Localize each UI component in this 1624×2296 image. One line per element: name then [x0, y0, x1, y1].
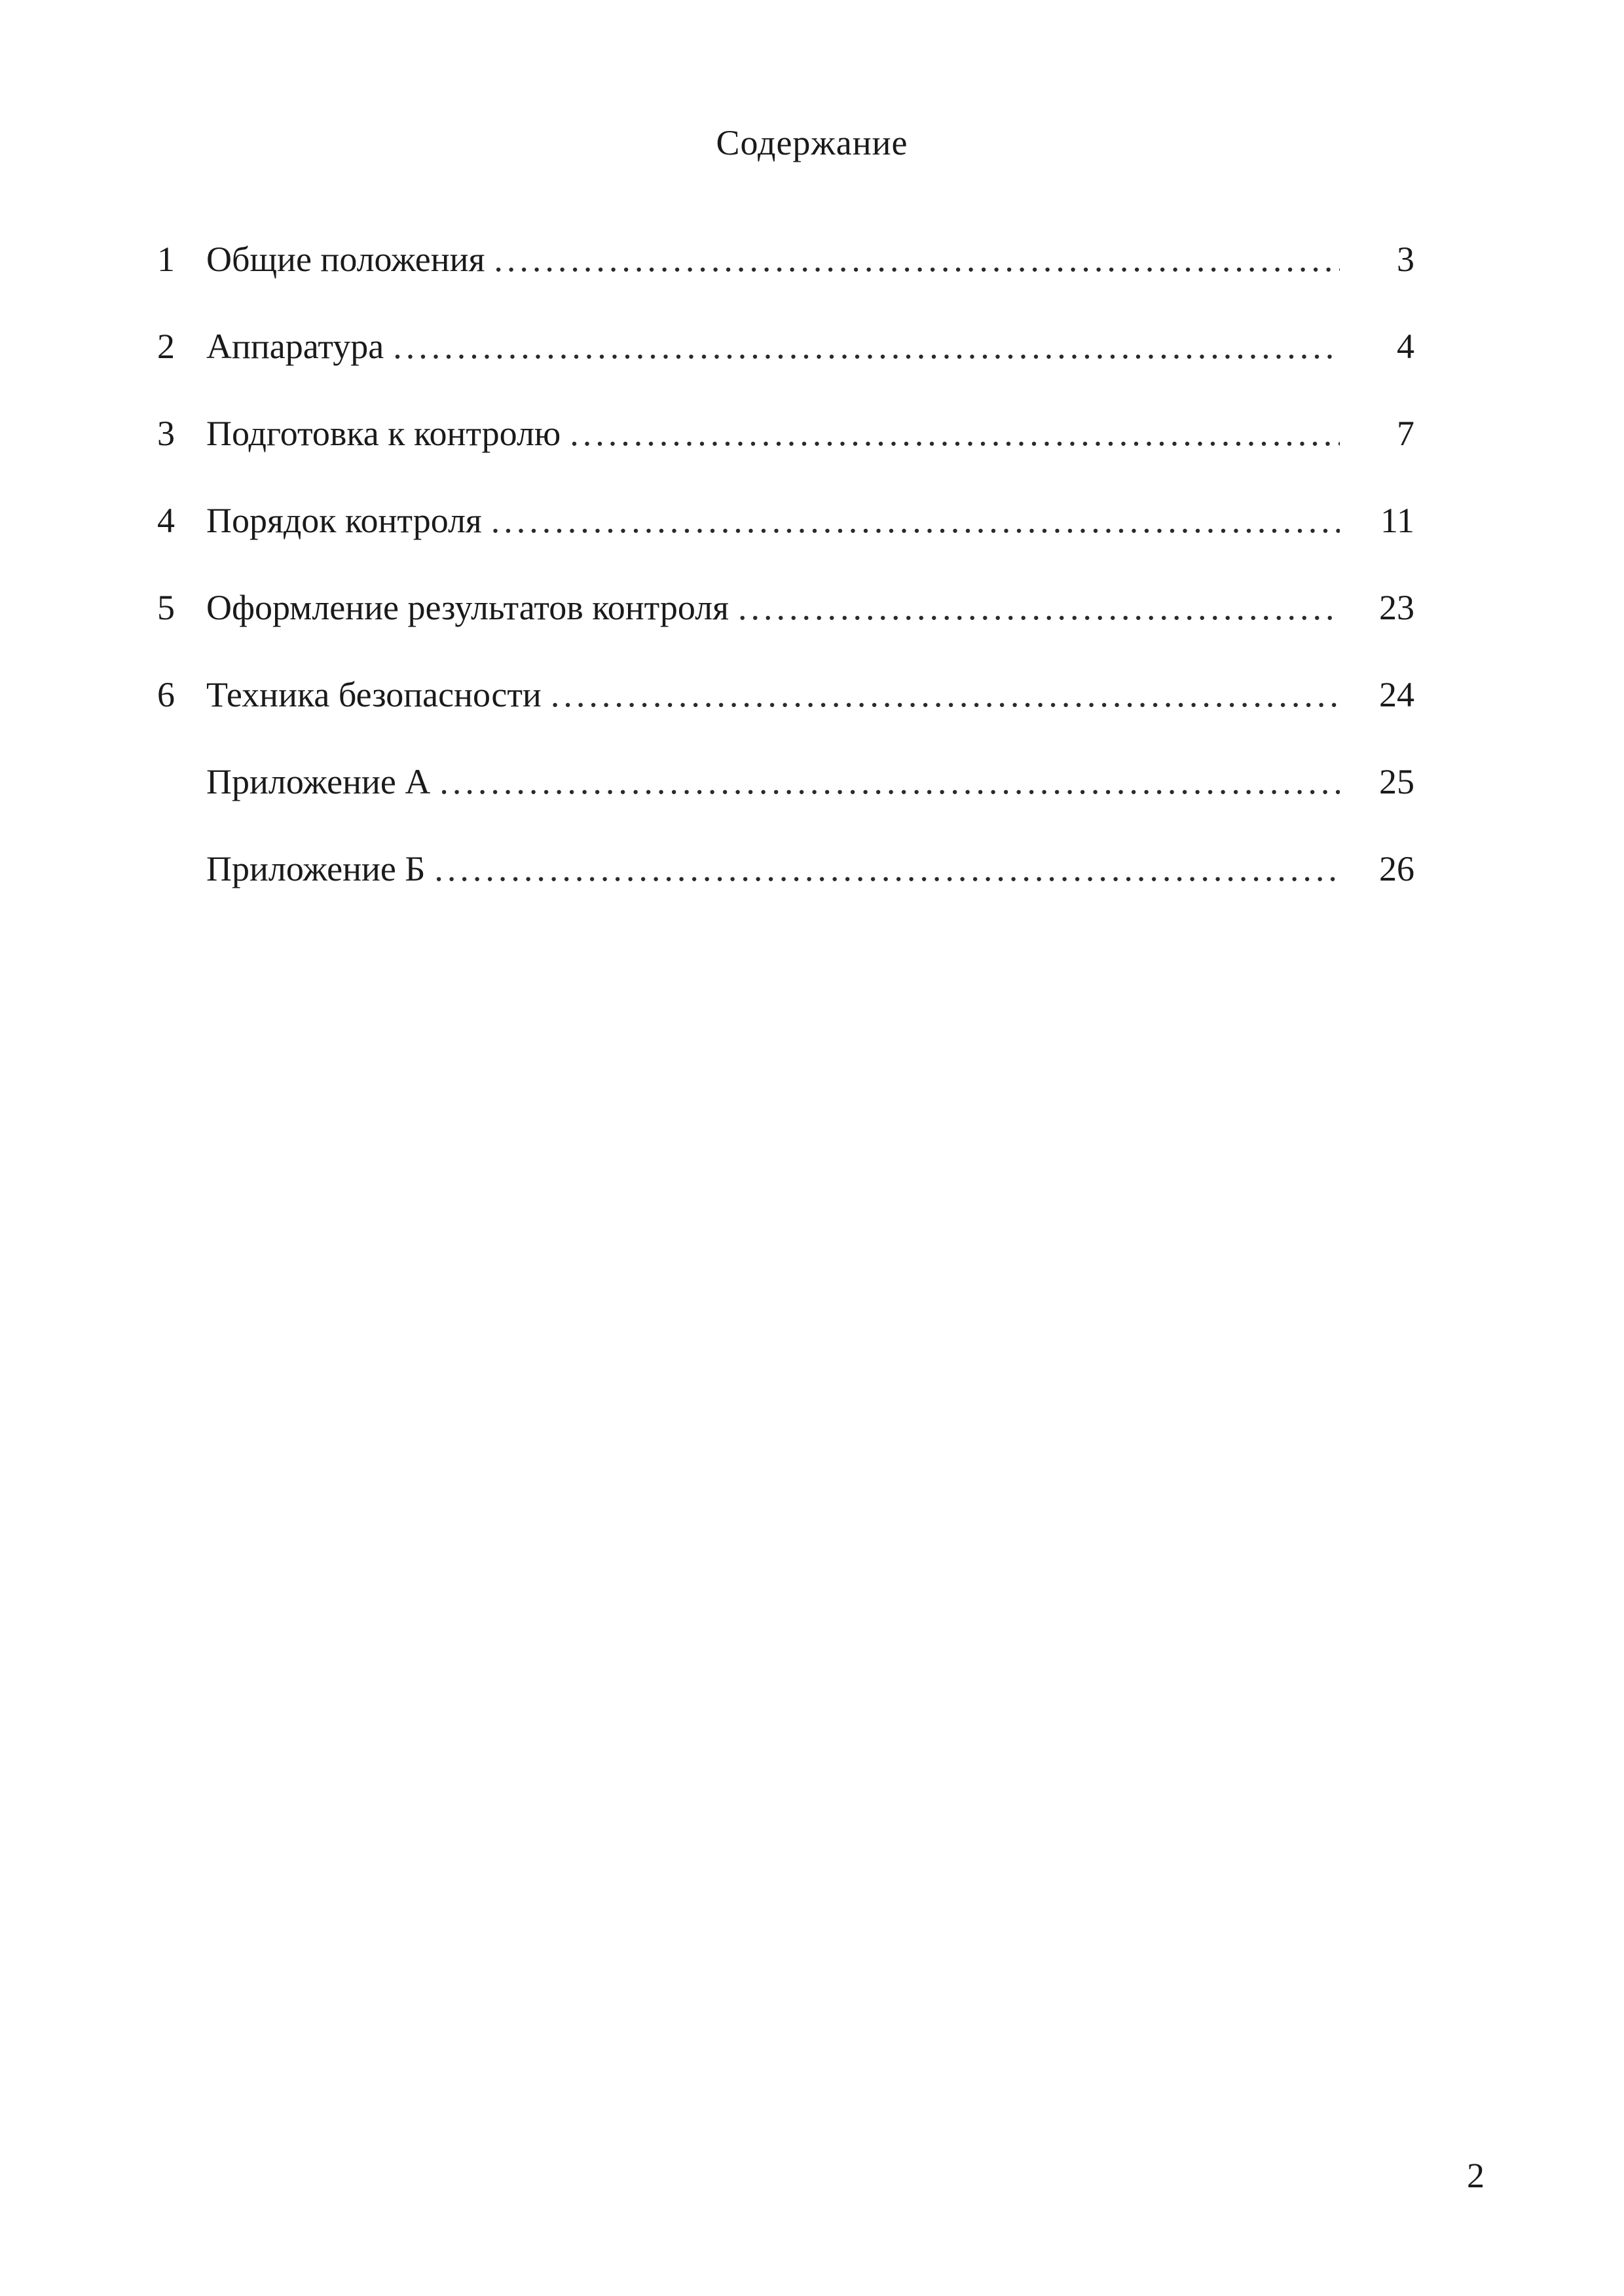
- toc-entry-body: [206, 233, 1340, 285]
- toc-dot-leader: [434, 843, 1340, 895]
- toc-dot-leader: [551, 668, 1340, 721]
- toc-entry-body: [206, 407, 1340, 460]
- toc-entry-page: 4: [1397, 327, 1414, 366]
- toc-entry-page: 25: [1379, 762, 1414, 801]
- toc-entry-page: 7: [1397, 414, 1414, 453]
- toc-entry-page: 26: [1379, 849, 1414, 888]
- toc-entry-title: Оформление результатов контроля: [206, 588, 729, 627]
- toc-entry-body: [206, 756, 1340, 808]
- toc-entry-title: Подготовка к контролю: [206, 414, 561, 453]
- toc-entry-page: 24: [1379, 675, 1414, 714]
- toc-entry-title: Техника безопасности: [206, 675, 542, 714]
- page-title: Содержание: [716, 123, 908, 162]
- toc-entry[interactable]: [157, 494, 1414, 581]
- toc-entry-body: [206, 843, 1340, 895]
- toc-entry-body: [206, 494, 1340, 547]
- toc-dot-leader: [570, 407, 1340, 460]
- toc-entry-number: 1: [157, 240, 175, 279]
- toc-entry-body: [206, 581, 1340, 634]
- toc-entry-number: 6: [157, 675, 175, 714]
- toc-dot-leader: [494, 233, 1340, 285]
- toc-entry-title: Порядок контроля: [206, 501, 482, 540]
- toc-entry-number: 4: [157, 501, 175, 540]
- toc-entry-appendix-b[interactable]: [157, 843, 1414, 930]
- toc-entry-title: Приложение Б: [206, 849, 426, 888]
- toc-dot-leader: [393, 320, 1340, 373]
- toc-entry-title: Приложение А: [206, 762, 431, 801]
- toc-entry[interactable]: [157, 407, 1414, 494]
- toc-entry-number: 5: [157, 588, 175, 627]
- toc-entry-page: 3: [1397, 240, 1414, 279]
- toc-dot-leader: [738, 581, 1340, 634]
- toc-dot-leader: [439, 756, 1340, 808]
- toc-entry-page: 11: [1380, 501, 1414, 540]
- toc-entry[interactable]: [157, 668, 1414, 756]
- toc-entry-body: [206, 668, 1340, 721]
- toc-entry-body: [206, 320, 1340, 373]
- toc-entry-number: 3: [157, 414, 175, 453]
- toc-entry-page: 23: [1379, 588, 1414, 627]
- page-number: 2: [1467, 2156, 1485, 2195]
- toc-entry[interactable]: [157, 320, 1414, 407]
- toc-entry-appendix-a[interactable]: [157, 756, 1414, 843]
- toc-entry-title: Аппаратура: [206, 327, 384, 366]
- table-of-contents: [157, 233, 1414, 930]
- toc-entry[interactable]: [157, 233, 1414, 320]
- toc-entry-title: Общие положения: [206, 240, 485, 279]
- toc-entry[interactable]: [157, 581, 1414, 668]
- toc-dot-leader: [491, 494, 1340, 547]
- toc-entry-number: 2: [157, 327, 175, 366]
